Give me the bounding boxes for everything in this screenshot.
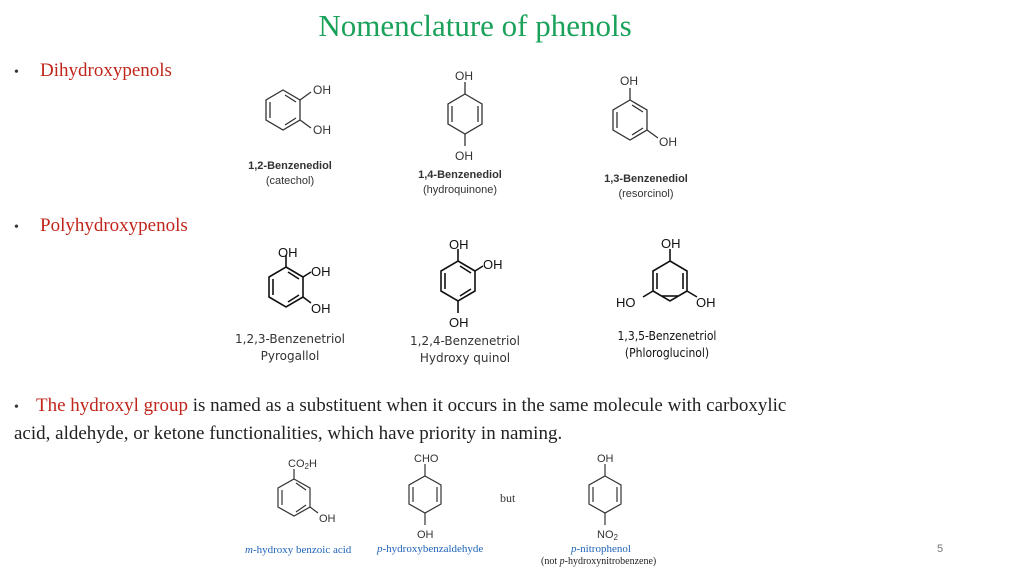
co2h-group: CO2H (288, 458, 317, 471)
catechol-name: 1,2-Benzenediol (248, 160, 332, 172)
phloroglucinol-oh-1: OH (661, 236, 681, 251)
hydroxyquinol-oh-3: OH (449, 315, 469, 330)
hydroquinone-structure (430, 68, 500, 163)
p-hydroxybenzaldehyde-structure (400, 452, 470, 547)
dihydroxy-heading: Dihydroxypenols (40, 60, 172, 81)
phloroglucinol-common: (Phloroglucinol) (624, 346, 710, 360)
p-name: -nitrophenol (576, 543, 631, 555)
but-word: but (500, 491, 516, 505)
hydroquinone-name: 1,4-Benzenediol (418, 169, 502, 181)
hydroxyquinol-oh-1: OH (449, 237, 469, 252)
p-prefix: p (377, 543, 383, 555)
pyrogallol-oh-1: OH (278, 245, 298, 260)
p-name: -hydroxybenzaldehyde (382, 543, 484, 555)
slide-title: Nomenclature of phenols (318, 8, 632, 43)
phloroglucinol-name: 1,3,5-Benzenetriol (617, 329, 717, 343)
bullet-marker: • (14, 400, 19, 415)
hydroxyquinol-structure (430, 235, 520, 330)
resorcinol-label (596, 172, 696, 202)
resorcinol-name: 1,3-Benzenediol (604, 173, 688, 185)
pyrogallol-structure (262, 243, 352, 323)
phloroglucinol-label (602, 328, 732, 362)
p-hydroxybenzaldehyde-caption (377, 543, 483, 555)
phloroglucinol-ho-2: HO (616, 295, 636, 310)
hydroxyquinol-common: Hydroxy quinol (419, 351, 511, 365)
hydroxyquinol-name: 1,2,4-Benzenetriol (410, 334, 520, 348)
substituent-text: is named as a substituent when it occurs in the same molecule with carboxylic acid, aldehyde, or ketone functionalities, which have priority in naming. (14, 395, 787, 444)
page-number: 5 (937, 543, 944, 555)
hydroquinone-label (410, 168, 510, 198)
bullet-marker: • (14, 220, 19, 235)
bullet-polyhydroxy (14, 215, 188, 237)
catechol-common: (catechol) (265, 175, 315, 187)
bullet-dihydroxy (14, 60, 172, 82)
hydroquinone-common: (hydroquinone) (423, 184, 497, 196)
p-prefix: p (571, 543, 577, 555)
resorcinol-common: (resorcinol) (618, 188, 674, 200)
phloroglucinol-structure (612, 235, 722, 315)
p-oh-group: OH (417, 529, 434, 541)
m-prefix: m (245, 544, 253, 556)
p-nitrophenol-caption (571, 543, 631, 555)
hydroquinone-oh-2: OH (455, 149, 473, 163)
catechol-label (240, 159, 340, 189)
m-name: -hydroxy benzoic acid (252, 544, 352, 556)
catechol-structure (255, 80, 345, 150)
bullet-marker: • (14, 65, 19, 80)
substituent-paragraph (14, 393, 814, 447)
pyrogallol-common: Pyrogallol (260, 349, 320, 363)
pyrogallol-label (225, 331, 355, 365)
cho-group: CHO (414, 453, 439, 465)
phloroglucinol-oh-3: OH (696, 295, 716, 310)
resorcinol-structure (605, 72, 695, 152)
m-hydroxybenzoic-acid-caption (245, 544, 351, 556)
nitrophenol-oh-group: OH (597, 453, 614, 465)
m-oh-group: OH (319, 513, 336, 525)
pyrogallol-oh-3: OH (311, 301, 331, 316)
p-nitrophenol-structure (580, 452, 650, 547)
hydroxyquinol-oh-2: OH (483, 257, 503, 272)
no2-group: NO2 (597, 529, 618, 542)
polyhydroxy-heading: Polyhydroxypenols (40, 215, 188, 236)
resorcinol-oh-2: OH (659, 135, 677, 149)
hydroquinone-oh-1: OH (455, 69, 473, 83)
hydroxyl-group-highlight: The hydroxyl group (36, 395, 188, 416)
hydroxyquinol-label (400, 333, 530, 367)
pyrogallol-oh-2: OH (311, 264, 331, 279)
catechol-oh-2: OH (313, 123, 331, 137)
p-nitrophenol-note: (not p-hydroxynitrobenzene) (541, 556, 657, 567)
m-hydroxybenzoic-acid-structure (270, 455, 350, 535)
pyrogallol-name: 1,2,3-Benzenetriol (235, 332, 345, 346)
resorcinol-oh-1: OH (620, 74, 638, 88)
catechol-oh-1: OH (313, 83, 331, 97)
